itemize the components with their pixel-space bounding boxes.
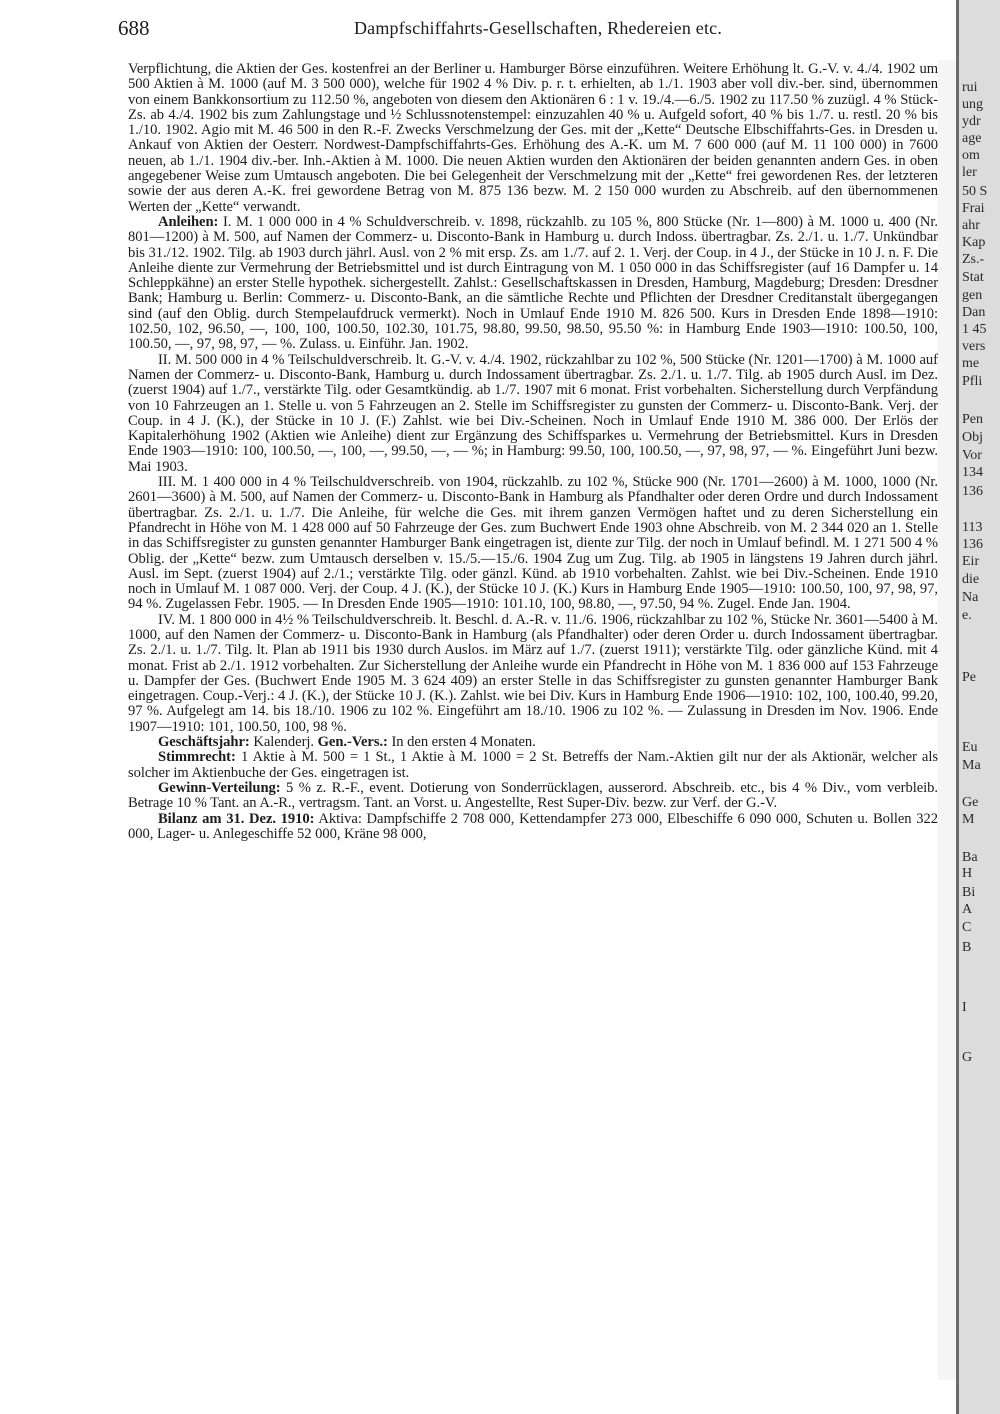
article-body	[128, 62, 938, 842]
margin-fragment: Ge	[962, 795, 979, 810]
margin-fragment: ydr	[962, 114, 981, 129]
margin-fragment: Eu	[962, 740, 978, 755]
margin-fragment: Pen	[962, 412, 983, 427]
margin-fragment: ung	[962, 97, 983, 112]
section-heading: Gewinn-Verteilung:	[158, 779, 281, 796]
page-number: 688	[118, 16, 150, 40]
adjacent-page-margin	[956, 0, 1000, 1414]
margin-fragment: gen	[962, 288, 983, 303]
margin-fragment: Bi	[962, 885, 976, 900]
margin-fragment: Dan	[962, 305, 986, 320]
margin-fragment: om	[962, 148, 980, 163]
paragraph-text: I. M. 1 000 000 in 4 % Schuldverschreib. v. 1898, rückzahlb. zu 105 %, 800 Stücke (Nr. 1—800) à M. 1000 u. 400 (Nr. 801—1200) à M. 500, auf Namen der Commerz- u. Disconto-Bank in Hamburg u. durch Indoss. übertragbar. Zs. 2./1. u. 1./7. Unkündbar bis 31./12. 1902. Tilg. ab 1903 durch jährl. Ausl. von 2 % mit ersp. Zs. am 1./7. auf 2. 1. Verj. der Coup. in 4 J., der Stücke in 10 J. n. F. Die Anleihe diente zur Vermehrung der Betriebsmittel und ist durch Eintragung von M. 1 050 000 in das Schiffsregister (auf 16 Dampfer u. 14 Schleppkähne) an erster Stelle hypothek. sichergestellt. Zahlst.: Gesellschaftskassen in Dresden, Hamburg, Magdeburg; Dresden: Dresdner Bank; Hamburg u. Berlin: Commerz- u. Disconto-Bank, an die sämtliche Rechte und Pflichten der Dresdner Creditanstalt übergegangen sind (auf den Oblig. durch Stempelaufdruck vermerkt). Noch in Umlauf Ende 1910 M. 826 500. Kurs in Dresden Ende 1898—1910: 102.50, 102, 96.50, —, 100, 100, 100.50, 102.30, 101.75, 98.80, 99.50, 98.50, 95.50 %: in Hamburg Ende 1903—1910: 100.50, 100, 100.50, —, 97, 98, 97, — %. Zulass. u. Einführ. Jan. 1902.	[128, 213, 938, 353]
margin-fragment: Zs.-	[962, 252, 985, 267]
paragraph-3	[128, 353, 938, 475]
paragraph-text: 1 Aktie à M. 500 = 1 St., 1 Aktie à M. 1000 = 2 St. Betreffs der Nam.-Aktien gilt nur der als Aktionär, welcher als solcher im Aktienbuche der Ges. eingetragen ist.	[128, 749, 938, 781]
paragraph-text: IV. M. 1 800 000 in 4½ % Teilschuldverschreib. lt. Beschl. d. A.-R. v. 11./6. 1906, rückzahlbar zu 102 %, Stücke Nr. 3601—5400 à M. 1000, auf den Namen der Commerz- u. Disconto-Bank in Hamburg (als Pfandhalter) oder deren Order u. durch Indossament übertragbar. Zs. 2./1. u. 1./7. Tilg. lt. Plan ab 1911 bis 1930 durch Auslos. im März auf 1./7. (zuerst 1911); verstärkte Tilg. oder gänzliche Künd. mit 4 monat. Frist ab 2./1. 1912 vorbehalten. Zur Sicherstellung der Anleihe wurde ein Pfandrecht in Höhe von M. 1 836 000 auf 153 Fahrzeuge u. Dampfer der Ges. (Buchwert Ende 1905 M. 3 624 409) an erster Stelle in das Schiffsregister zu gunsten genannter Hamburger Bank eingetragen. Coup.-Verj.: 4 J. (K.), der Stücke 10 J. (K.). Zahlst. wie bei Div. Kurs in Hamburg Ende 1906—1910: 102, 100, 100.40, 99.20, 97 %. Aufgelegt am 14. bis 18./10. 1906 zu 102 %. Eingeführt am 18./10. 1906 zu 102 %. — Zulassung in Dresden im Nov. 1906. Ende 1907—1910: 101, 100.50, 100, 98 %.	[128, 611, 938, 735]
margin-fragment: Kap	[962, 235, 986, 250]
margin-fragment: I	[962, 1000, 967, 1015]
margin-fragment: e.	[962, 608, 972, 623]
paragraph-text: II. M. 500 000 in 4 % Teilschuldverschreib. lt. G.-V. v. 4./4. 1902, rückzahlbar zu 102 %, 500 Stücke (Nr. 1201—1700) à M. 1000 auf Namen der Commerz- u. Disconto-Bank, Hamburg u. durch Indossament übertragbar. Zs. 2./1. u. 1./7. Tilg. ab 1905 durch Ausl. im Dez. (zuerst 1904) auf 1./7., verstärkte Tilg. oder Gesamtkündig. ab 1./7. 1907 mit 6 monat. Frist vorbehalten. Sicherstellung durch Verpfändung von 10 Fahrzeugen an 1. Stelle u. von 5 Fahrzeugen an 2. Stelle im Schiffsregister zu gunsten der Commerz- u. Disconto-Bank. Verj. der Coup. in 4 J. (K.), der Stücke in 10 J. (F.) Zahlst. wie bei Div.-Scheinen. Noch in Umlauf Ende 1910 M. 386 000. Der Erlös der Kapitalerhöhung 1902 (Aktien wie Anleihe) dient zur Ergänzung des Schiffsparkes u. Vermehrung der Betriebsmittel. Kurs in Dresden Ende 1903—1910: 100, 100.50, —, 100, —, 99.50, —, — %; in Hamburg: 99.50, 100, 100.50, —, 97, 98, 97, — %. Eingeführt Juni bezw. Mai 1903.	[128, 351, 938, 475]
margin-fragment: me	[962, 356, 980, 371]
margin-fragment: Pfli	[962, 374, 983, 389]
margin-fragment: 136	[962, 484, 983, 499]
margin-fragment: age	[962, 131, 982, 146]
margin-fragment: 136	[962, 537, 983, 552]
binding-shadow	[956, 0, 959, 1414]
paragraph-text: 5 % z. R.-F., event. Dotierung von Sonderrücklagen, ausserord. Abschreib. etc., bis 4 % Div., vom verbleib. Betrage 10 % Tant. an A.-R., vertragsm. Tant. an Vorst. u. Angestellte, Rest Super-Div. bezw. zur Verf. der G.-V.	[128, 779, 939, 812]
section-heading: Geschäftsjahr:	[158, 734, 250, 751]
paragraph-text: III. M. 1 400 000 in 4 % Teilschuldverschreib. von 1904, rückzahlb. zu 102 %, Stücke 900 (Nr. 1701—2600) à M. 1000, 1000 (Nr. 2601—3600) à M. 500, auf Namen der Commerz- u. Disconto-Bank in Hamburg als Pfandhalter oder deren Ordre und durch Indossament übertragbar. Zs. 2./1. u. 1./7. Die Anleihe, für welche die Ges. mit ihrem ganzen Vermögen haftet und zu deren Sicherstellung ein Pfandrecht in Höhe von M. 1 428 000 auf 50 Fahrzeuge der Ges. zum Buchwert Ende 1903 ohne Abschreib. von M. 2 344 020 an 1. Stelle in das Schiffsregister zu gunsten genannter Hamburger Bank eingetragen ist, diente zur Tilg. der noch in Umlauf befindl. M. 1 271 500 4 % Oblig. der „Kette“ bezw. zum Umtausch derselben v. 15./5.—15./6. 1904 Zug um Zug. Tilg. ab 1905 in längstens 19 Jahren durch jährl. Ausl. im Sept. (zuerst 1904) auf 2./1.; verstärkte Tilg. oder gänzl. Künd. ab 1910 vorbehalten. Zahlst. wie bei Div.-Scheinen. Ende 1910 noch in Umlauf M. 1 087 000. Verj. der Coup. 4 J. (K.), der Stücke 10 J. (K.) Kurs in Hamburg Ende 1905—1910: 100.50, 100, 97, 98, 97, 94 %. Zugelassen Febr. 1905. — In Dresden Ende 1905—1910: 101.10, 100, 98.80, —, 97.50, 94 %. Zugel. Ende Jan. 1904.	[128, 474, 938, 613]
margin-fragment: 50 S	[962, 184, 988, 199]
paragraph-8	[128, 781, 938, 812]
section-heading: Anleihen:	[158, 213, 219, 230]
margin-fragment: Vor	[962, 448, 982, 463]
paragraph-7	[128, 750, 938, 781]
paragraph-text: Verpflichtung, die Aktien der Ges. kostenfrei an der Berliner u. Hamburger Börse einzuführen. Weitere Erhöhung lt. G.-V. v. 4./4. 1902 um 500 Aktien à M. 1000 (auf M. 3 500 000), welche für 1902 4 % Div. p. r. t. erhielten, ab 1./1. 1903 aber voll div.-ber. sind, übernommen von einem Bankkonsortium zu 112.50 %, angeboten von diesem den Aktionären 6 : 1 v. 19./4.—6./5. 1902 zu 117.50 % zuzügl. 4 % Stück-Zs. ab 4./4. 1902 bis zum Zahlungstage und ½ Schlussnotenstempel: einzuzahlen 40 % u. Aufgeld sofort, 40 % bis 1./7. u. restl. 20 % bis 1./10. 1902. Agio mit M. 46 500 in den R.-F. Zwecks Verschmelzung der Ges. mit der „Kette“ Deutsche Elbschiffahrts-Ges. in Dresden u. Ankauf von Aktien der Oesterr. Nordwest-Dampfschiffahrts-Ges. Erhöhung des A.-K. um M. 7 600 000 (auf M. 11 100 000) in 7600 neuen, ab 1./1. 1904 div.-ber. Inh.-Aktien à M. 1000. Die neuen Aktien wurden den Aktionären der beiden genannten andern Ges. in oben angegebener Weise zum Umtausch angeboten. Die bei Gelegenheit der Verschmelzung mit der „Kette“ frei gewordenen Res. der letzteren sowie der aus deren A.-K. frei gewordene Betrag von M. 875 136 bezw. M. 2 150 000 wurden zu Abschreib. auf den übernommenen Werten der „Kette“ verwandt.	[128, 61, 938, 215]
section-heading: Gen.-Vers.:	[317, 734, 388, 751]
margin-fragment: 1 45	[962, 322, 987, 337]
margin-fragment: G	[962, 1050, 973, 1065]
margin-fragment: vers	[962, 339, 986, 354]
margin-fragment: Ma	[962, 758, 981, 773]
paragraph-6	[128, 735, 938, 750]
margin-fragment: A	[962, 902, 973, 917]
margin-fragment: M	[962, 812, 975, 827]
paragraph-9	[128, 812, 938, 843]
section-heading: Stimmrecht:	[158, 749, 236, 766]
margin-fragment: 134	[962, 465, 983, 480]
paragraph-text: Aktiva: Dampfschiffe 2 708 000, Kettendampfer 273 000, Elbeschiffe 6 090 000, Schuten u. Bollen 322 000, Lager- u. Anlegeschiffe 52 000, Kräne 98 000,	[128, 810, 939, 842]
margin-fragment: B	[962, 940, 972, 955]
paragraph-1	[128, 62, 938, 215]
margin-fragment: die	[962, 572, 980, 587]
margin-fragment: Stat	[962, 270, 984, 285]
page-edge-shadow	[938, 60, 958, 1380]
margin-fragment: Eir	[962, 554, 980, 569]
section-heading: Bilanz am 31. Dez. 1910:	[158, 810, 315, 827]
margin-fragment: ahr	[962, 218, 980, 233]
paragraph-text: In den ersten 4 Monaten.	[391, 734, 536, 751]
margin-fragment: Ba	[962, 850, 978, 865]
margin-fragment: Obj	[962, 430, 983, 445]
margin-fragment: C	[962, 920, 972, 935]
paragraph-5	[128, 613, 938, 735]
paragraph-2	[128, 215, 938, 353]
margin-fragment: H	[962, 866, 973, 881]
page-header	[118, 14, 958, 44]
margin-fragment: Pe	[962, 670, 976, 685]
margin-fragment: Frai	[962, 201, 985, 216]
margin-fragment: Na	[962, 590, 979, 605]
margin-fragment: ler	[962, 165, 977, 180]
paragraph-4	[128, 475, 938, 613]
running-title: Dampfschiffahrts-Gesellschaften, Rhedereien etc.	[353, 18, 723, 38]
paragraph-text: Kalenderj.	[253, 734, 315, 751]
margin-fragment: 113	[962, 520, 983, 535]
margin-fragment: rui	[962, 80, 978, 95]
